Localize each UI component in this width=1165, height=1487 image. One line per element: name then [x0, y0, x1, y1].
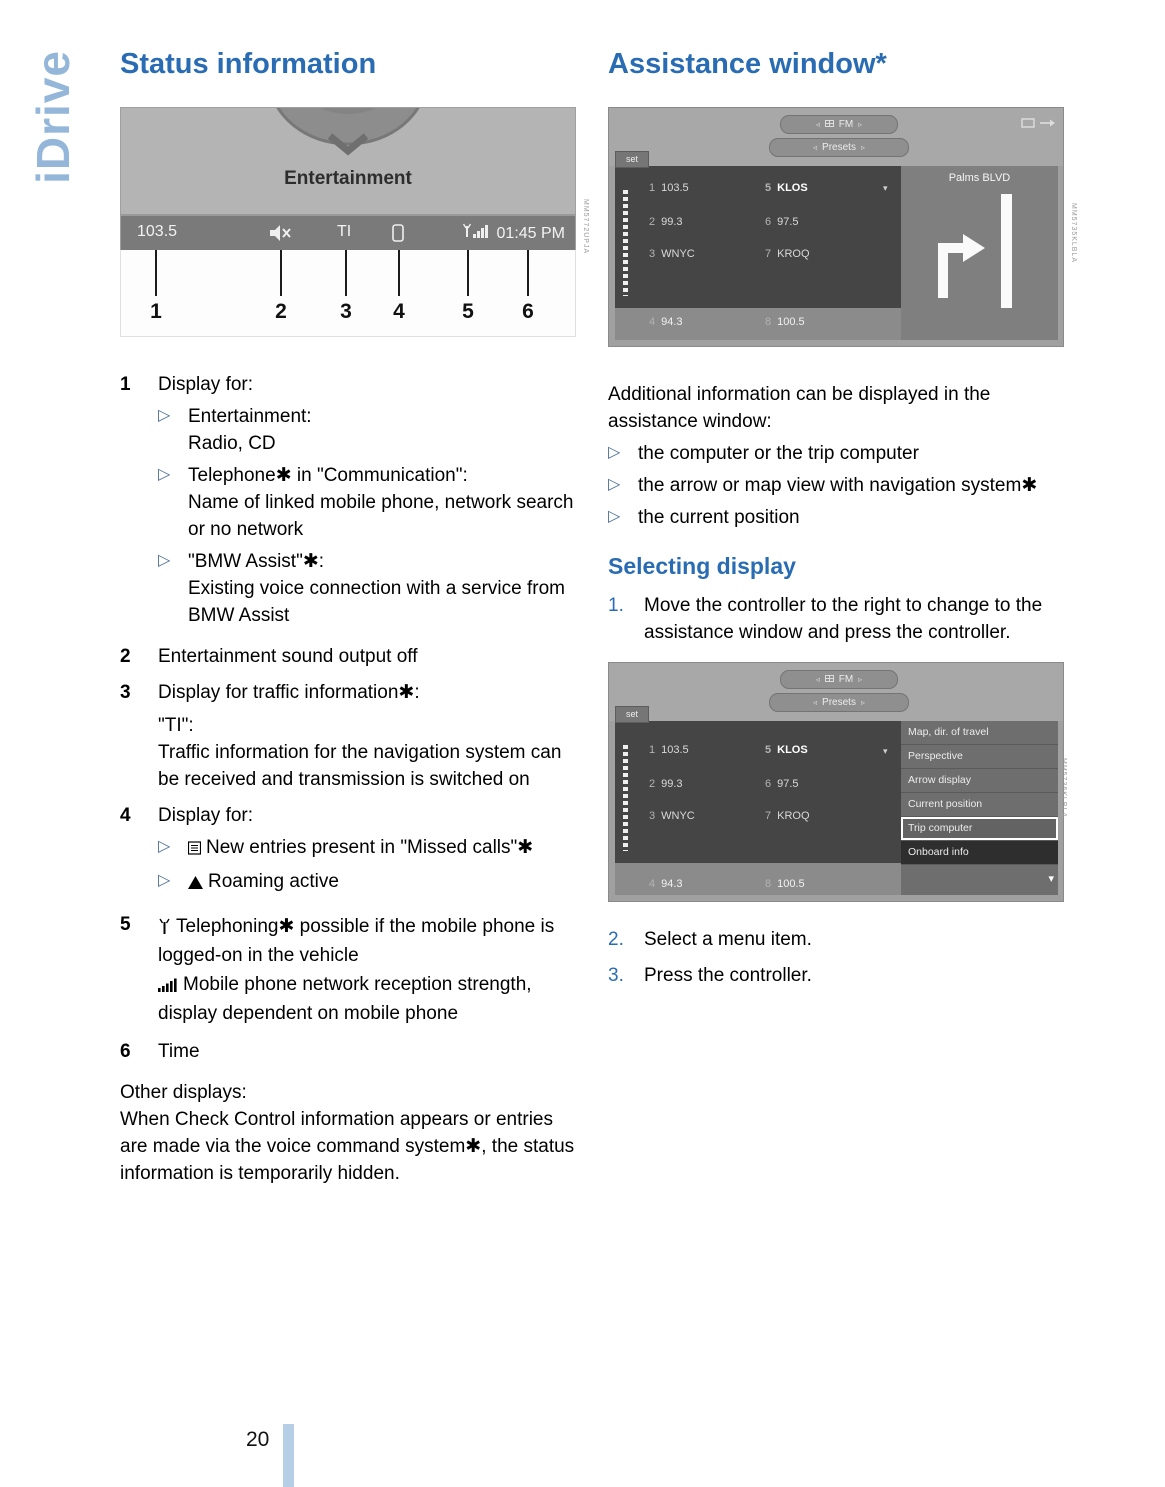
bullet-text: "BMW Assist"✱:	[188, 551, 325, 573]
status-bar	[121, 214, 575, 250]
clock-readout: 01:45 PM	[496, 224, 565, 242]
triangle-bullet-icon: ▷	[158, 466, 171, 484]
station-row: 5 KLOS	[765, 182, 808, 195]
bullet-text: Name of linked mobile phone, network search or no network	[188, 492, 574, 541]
figure-watermark: MM5735KLBLA	[1070, 203, 1077, 264]
down-caret-icon: ▾	[883, 183, 888, 194]
figure-watermark: MM5772UPJA	[582, 199, 589, 255]
screen-top-bar	[609, 108, 1063, 166]
missed-calls-icon	[188, 836, 201, 863]
section-title-assistance-window: Assistance window*	[608, 48, 887, 80]
step-text: Select a menu item.	[644, 929, 812, 951]
item-label: Display for:	[158, 805, 254, 827]
assistance-window-figure	[608, 107, 1077, 347]
station-row: 7 KROQ	[765, 248, 810, 261]
left-chevron-icon: ◃	[815, 675, 820, 685]
navigation-arrow-panel	[901, 166, 1058, 340]
signal-time-group	[463, 223, 565, 244]
left-chevron-icon: ◃	[813, 143, 818, 153]
grid-icon	[825, 119, 834, 130]
bullet-text: Roaming active	[208, 871, 339, 893]
sub-bullet	[158, 403, 576, 457]
list-item-3	[120, 679, 576, 793]
bullet-text: Entertainment:	[188, 406, 312, 428]
menu-item: Onboard info	[901, 841, 1058, 865]
item-label: Entertainment sound output off	[158, 646, 418, 668]
callout-3: 3	[340, 300, 352, 324]
triangle-bullet-icon: ▷	[158, 552, 171, 570]
sub-bullet	[158, 834, 576, 863]
item-label: Display for traffic information✱:	[158, 682, 420, 704]
menu-item: Current position	[901, 793, 1058, 817]
sub-bullet	[158, 462, 576, 543]
assistance-window-screenshot	[608, 107, 1064, 347]
right-column	[608, 48, 1077, 998]
station-row: 7 KROQ	[765, 810, 810, 823]
presets-label: Presets	[822, 142, 856, 154]
item-number: 4	[120, 805, 131, 827]
bullet-text: Radio, CD	[188, 433, 276, 455]
display-menu-figure	[608, 662, 1067, 902]
right-chevron-icon: ▹	[860, 143, 865, 153]
controller-dial-graphic	[121, 108, 575, 216]
presets-label: Presets	[822, 697, 856, 709]
bullet-text: Telephone✱ in "Communication":	[188, 465, 468, 487]
speaker-muted-icon	[270, 225, 292, 246]
station-list-bottom-row	[615, 863, 901, 895]
menu-item-selected: Trip computer	[901, 817, 1058, 841]
menu-item: Arrow display	[901, 769, 1058, 793]
station-row: 5 KLOS	[765, 744, 808, 757]
item-paragraph: Traffic information for the navigation system can be received and transmission is switched on	[158, 742, 562, 791]
item-number: 3	[120, 682, 131, 704]
display-options-menu	[901, 721, 1058, 895]
step-3	[608, 962, 1064, 989]
band-label: FM	[838, 119, 854, 131]
station-row: 8 100.5	[765, 316, 805, 329]
item-label: Display for:	[158, 374, 254, 396]
screen-title: Entertainment	[284, 168, 412, 190]
telephoning-antenna-icon	[158, 915, 171, 942]
section-title-status-information: Status information	[120, 48, 377, 80]
menu-item: Map, dir. of travel	[901, 721, 1058, 745]
station-row: 3 WNYC	[649, 810, 695, 823]
street-name: Palms BLVD	[948, 172, 1011, 185]
right-chevron-icon: ▹	[860, 698, 865, 708]
bullet-text: the current position	[638, 507, 800, 529]
sub-bullet	[158, 548, 576, 629]
bullet-text: the computer or the trip computer	[638, 443, 919, 465]
step-number: 2.	[608, 929, 624, 951]
other-displays-title: Other displays:	[120, 1082, 247, 1104]
volume-bar	[623, 190, 628, 296]
left-chevron-icon: ◃	[815, 120, 820, 130]
triangle-bullet-icon: ▷	[608, 444, 621, 462]
bullet-text: New entries present in "Missed calls"✱	[206, 837, 534, 859]
volume-bar	[623, 745, 628, 851]
sub-bullet	[158, 868, 576, 897]
menu-item: Perspective	[901, 745, 1058, 769]
reception-bars-icon	[158, 973, 178, 1000]
assistance-intro: Additional information can be displayed in the assistance window:	[608, 384, 991, 433]
station-row: 6 97.5	[765, 778, 799, 791]
band-button	[780, 670, 898, 689]
list-item-5	[120, 911, 576, 1029]
station-row: 4 94.3	[649, 316, 683, 329]
callout-area	[120, 250, 576, 337]
item-number: 6	[120, 1041, 131, 1063]
set-tab: set	[615, 706, 649, 723]
station-row: 2 99.3	[649, 216, 683, 229]
signal-strength-icon	[463, 223, 490, 244]
step-text: Press the controller.	[644, 965, 812, 987]
bullet-text: Existing voice connection with a service from BMW Assist	[188, 578, 565, 627]
presets-button	[769, 693, 909, 712]
list-item-1	[120, 371, 576, 634]
presets-button	[769, 138, 909, 157]
station-row: 3 WNYC	[649, 248, 695, 261]
item-label: Time	[158, 1041, 200, 1063]
set-tab: set	[615, 151, 649, 168]
station-row: 2 99.3	[649, 778, 683, 791]
item-number: 5	[120, 914, 131, 936]
list-item-4	[120, 802, 576, 902]
status-information-list	[120, 371, 576, 1187]
chapter-side-label: iDrive	[27, 50, 79, 184]
item-text: Telephoning✱ possible if the mobile phone is logged-on in the vehicle	[158, 916, 555, 967]
frequency-readout: 103.5	[137, 223, 178, 241]
item-number: 1	[120, 374, 131, 396]
bullet-text: the arrow or map view with navigation system✱	[638, 475, 1038, 497]
page-number-accent-bar	[283, 1424, 294, 1487]
list-item-6	[120, 1038, 576, 1065]
assistance-bullet	[608, 504, 1064, 531]
band-button	[780, 115, 898, 134]
callout-2: 2	[275, 300, 287, 324]
display-menu-screenshot	[608, 662, 1064, 902]
callout-5: 5	[462, 300, 474, 324]
station-list-panel	[615, 154, 901, 308]
station-row: 4 94.3	[649, 878, 683, 891]
other-displays-text: When Check Control information appears or entries are made via the voice command system✱, the status information is temporarily hidden.	[120, 1109, 575, 1185]
left-column	[120, 48, 589, 1187]
screen-top-bar	[609, 663, 1063, 721]
screen-corner-icons	[1021, 116, 1055, 134]
station-list-bottom-row	[615, 308, 901, 340]
roaming-icon	[188, 870, 203, 897]
triangle-bullet-icon: ▷	[608, 508, 621, 526]
step-number: 3.	[608, 965, 624, 987]
scroll-down-icon: ▾	[1048, 873, 1054, 886]
assistance-bullet	[608, 472, 1064, 499]
step-number: 1.	[608, 595, 624, 617]
callout-6: 6	[522, 300, 534, 324]
triangle-bullet-icon: ▷	[158, 872, 171, 890]
callout-4: 4	[393, 300, 405, 324]
step-2	[608, 926, 1064, 953]
step-text: Move the controller to the right to change to the assistance window and press the controller.	[644, 595, 1043, 644]
item-number: 2	[120, 646, 131, 668]
band-label: FM	[838, 674, 854, 686]
turn-right-arrow-icon	[901, 166, 1058, 340]
subheading-selecting-display: Selecting display	[608, 553, 796, 580]
triangle-bullet-icon: ▷	[608, 476, 621, 494]
traffic-info-readout: TI	[337, 223, 352, 241]
phone-icon	[392, 224, 404, 247]
page-number: 20	[246, 1428, 270, 1451]
status-bar-screenshot	[120, 107, 576, 250]
status-bar-figure	[120, 107, 589, 337]
triangle-bullet-icon: ▷	[158, 407, 171, 425]
left-chevron-icon: ◃	[813, 698, 818, 708]
down-caret-icon: ▾	[883, 746, 888, 757]
list-item-2	[120, 643, 576, 670]
callout-1: 1	[150, 300, 162, 324]
triangle-bullet-icon: ▷	[158, 838, 171, 856]
figure-watermark: MM5736KLBLA	[1060, 758, 1067, 819]
step-1	[608, 592, 1064, 646]
assistance-bullet	[608, 440, 1064, 467]
station-row: 6 97.5	[765, 216, 799, 229]
station-row: 8 100.5	[765, 878, 805, 891]
station-row: 1 103.5	[649, 182, 689, 195]
right-chevron-icon: ▹	[858, 120, 863, 130]
station-row: 1 103.5	[649, 744, 689, 757]
item-text: Mobile phone network reception strength, display dependent on mobile phone	[158, 974, 532, 1025]
item-paragraph: "TI":	[158, 715, 194, 737]
station-list-panel	[615, 709, 901, 863]
right-chevron-icon: ▹	[858, 675, 863, 685]
